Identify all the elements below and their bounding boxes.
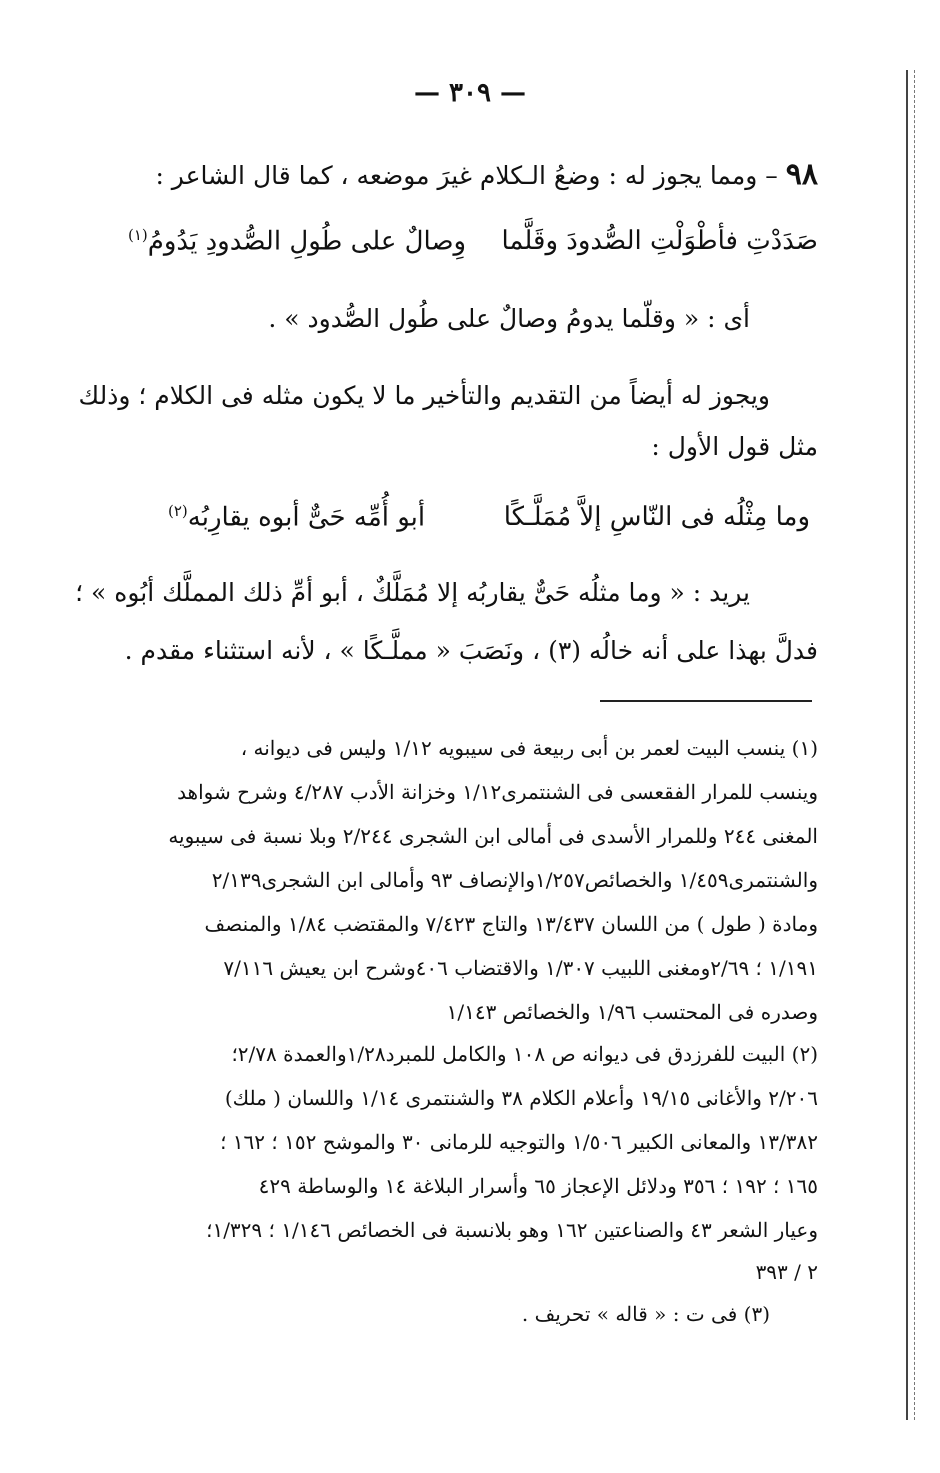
footnote-1-line-6: ١/١٩١ ؛ ٢/٦٩ومغنى اللبيب ١/٣٠٧ والاقتضاب ٤٠٦وشرح ابن يعيش ٧/١١٦ — [223, 956, 818, 980]
page-binding-edge — [906, 70, 928, 1420]
verse-1-second-text: وِصالٌ على طُولِ الصُّدودِ يَدُومُ — [147, 226, 467, 257]
body-line-1 — [155, 157, 818, 192]
section-number: ٩٨ — [785, 157, 818, 192]
footnote-2-line-6: ٢ / ٣٩٣ — [755, 1260, 818, 1284]
body-line-7: يريد : « وما مثلُه حَىٌّ يقاربُه إلا مُمَلَّكٌ ، أبو أمِّ ذلك المملَّك أبُوه » ؛ — [75, 578, 750, 607]
footnote-2-line-2: ٢/٢٠٦ والأغانى ١٩/١٥ وأعلام الكلام ٣٨ والشنتمرى ١/١٤ واللسان ( ملك) — [224, 1086, 818, 1110]
page-number: — ٣٠٩ — — [413, 78, 527, 108]
verse-1-second-hemistich — [128, 226, 466, 257]
body-line-4: ويجوز له أيضاً من التقديم والتأخير ما لا يكون مثله فى الكلام ؛ وذلك — [78, 381, 770, 410]
body-line-5: مثل قول الأول : — [651, 432, 818, 461]
verse-2-second-hemistich — [168, 502, 425, 533]
footnote-1-line-5: ومادة ( طول ) من اللسان ١٣/٤٣٧ والتاج ٧/٤٢٣ والمقتضب ١/٨٤ والمنصف — [204, 912, 818, 936]
footnote-1-line-3: المغنى ٢٤٤ وللمرار الأسدى فى أمالى ابن الشجرى ٢/٢٤٤ وبلا نسبة فى سيبويه — [168, 824, 818, 848]
verse-2-second-text: أبو أُمِّه حَىٌّ أبوه يقارِبُه — [187, 502, 426, 533]
footnote-3: (٣) فى ت : « قاله » تحريف . — [521, 1302, 770, 1326]
body-line-3: أى : « وقلّما يدومُ وصالٌ على طُول الصُّدود » . — [268, 304, 750, 333]
footnote-divider — [600, 700, 812, 702]
footnote-1-line-2: وينسب للمرار الفقعسى فى الشنتمرى١/١٢ وخزانة الأدب ٤/٢٨٧ وشرح شواهد — [177, 780, 818, 804]
footnote-ref-1: (١) — [128, 226, 148, 244]
line-1-text: – ومما يجوز له : وضعُ الـكلام غيرَ موضعه ، كما قال الشاعر : — [155, 161, 778, 190]
footnote-2-line-4: ١٦٥ ؛ ١٩٢ ؛ ٣٥٦ ودلائل الإعجاز ٦٥ وأسرار البلاغة ١٤ والوساطة ٤٢٩ — [258, 1174, 818, 1198]
verse-1-first-hemistich: صَدَدْتِ فأطْوَلْتِ الصُّدودَ وقَلَّما — [501, 226, 818, 256]
footnote-1-line-4: والشنتمرى١/٤٥٩ والخصائص١/٢٥٧والإنصاف ٩٣ وأمالى ابن الشجرى٢/١٣٩ — [211, 868, 818, 892]
footnote-2-line-1: (٢) البيت للفرزدق فى ديوانه ص ١٠٨ والكامل للمبرد١/٢٨والعمدة ٢/٧٨؛ — [231, 1042, 818, 1066]
verse-2-first-hemistich: وما مِثْلُه فى النّاسِ إلاَّ مُمَلَّـكًا — [503, 502, 810, 532]
footnote-2-line-3: ١٣/٣٨٢ والمعانى الكبير ١/٥٠٦ والتوجيه للرمانى ٣٠ والموشح ١٥٢ ؛ ١٦٢ ؛ — [220, 1130, 818, 1154]
footnote-ref-2: (٢) — [168, 502, 188, 520]
footnote-1-line-7: وصدره فى المحتسب ١/٩٦ والخصائص ١/١٤٣ — [446, 1000, 818, 1024]
footnote-2-line-5: وعيار الشعر ٤٣ والصناعتين ١٦٢ وهو بلانسبة فى الخصائص ١/١٤٦ ؛ ١/٣٢٩؛ — [206, 1218, 818, 1242]
body-line-8: فدلَّ بهذا على أنه خالُه (٣) ، ونَصَبَ « مملَّـكًا » ، لأنه استثناء مقدم . — [124, 636, 818, 665]
footnote-1-line-1: (١) ينسب البيت لعمر بن أبى ربيعة فى سيبويه ١/١٢ وليس فى ديوانه ، — [240, 736, 818, 760]
